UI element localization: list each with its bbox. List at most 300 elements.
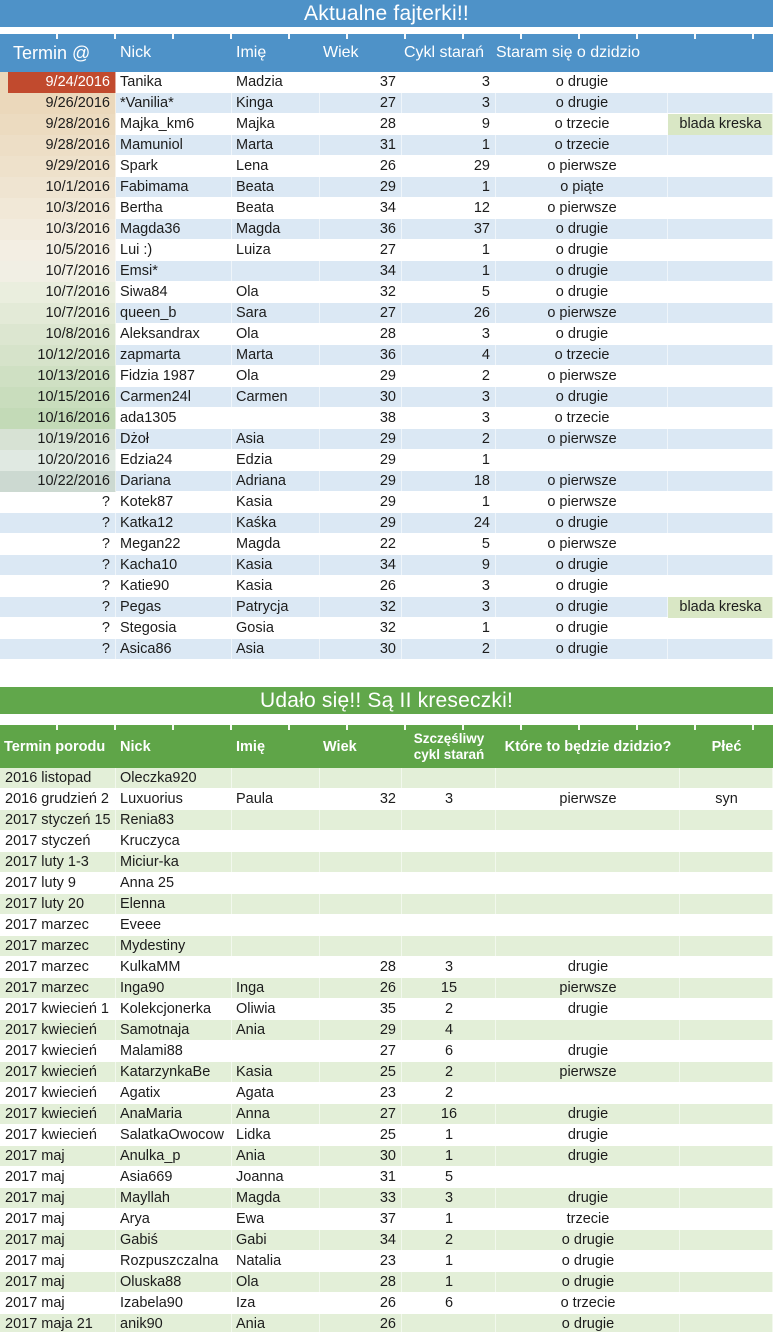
table2-header-imie[interactable]: Imię bbox=[236, 738, 266, 755]
cell-plec[interactable] bbox=[680, 1020, 773, 1041]
cell-wiek[interactable]: 31 bbox=[320, 135, 402, 156]
cell-nick[interactable]: Fidzia 1987 bbox=[116, 366, 232, 387]
cell-imie[interactable]: Magda bbox=[232, 219, 320, 240]
cell-dzidzio[interactable]: o drugie bbox=[496, 1230, 680, 1251]
cell-dzidzio[interactable]: o pierwsze bbox=[496, 471, 668, 492]
cell-wiek[interactable]: 23 bbox=[320, 1083, 402, 1104]
cell-imie[interactable]: Anna bbox=[232, 1104, 320, 1125]
cell-nick[interactable]: *Vanilia* bbox=[116, 93, 232, 114]
cell-imie[interactable]: Magda bbox=[232, 1188, 320, 1209]
cell-dzidzio[interactable]: o piąte bbox=[496, 177, 668, 198]
cell-imie[interactable]: Natalia bbox=[232, 1251, 320, 1272]
cell-imie[interactable]: Ania bbox=[232, 1146, 320, 1167]
cell-plec[interactable] bbox=[680, 936, 773, 957]
cell-termin[interactable]: 10/1/2016 bbox=[0, 177, 116, 198]
cell-wiek[interactable]: 30 bbox=[320, 1146, 402, 1167]
cell-termin[interactable]: 2017 maj bbox=[0, 1293, 116, 1314]
cell-cykl[interactable]: 24 bbox=[402, 513, 496, 534]
cell-dzidzio[interactable] bbox=[496, 810, 680, 831]
cell-cykl[interactable] bbox=[402, 915, 496, 936]
cell-dzidzio[interactable] bbox=[496, 873, 680, 894]
cell-cykl[interactable]: 2 bbox=[402, 1062, 496, 1083]
cell-imie[interactable]: Gosia bbox=[232, 618, 320, 639]
cell-plec[interactable] bbox=[680, 1251, 773, 1272]
cell-cykl[interactable]: 2 bbox=[402, 1083, 496, 1104]
cell-cykl[interactable]: 1 bbox=[402, 1209, 496, 1230]
cell-nick[interactable]: KatarzynkaBe bbox=[116, 1062, 232, 1083]
cell-termin[interactable]: 2017 styczeń bbox=[0, 831, 116, 852]
cell-wiek[interactable]: 26 bbox=[320, 1314, 402, 1332]
cell-nick[interactable]: queen_b bbox=[116, 303, 232, 324]
cell-wiek[interactable]: 34 bbox=[320, 1230, 402, 1251]
cell-dzidzio[interactable]: o trzecie bbox=[496, 135, 668, 156]
cell-imie[interactable]: Lena bbox=[232, 156, 320, 177]
cell-termin[interactable]: 2017 kwiecień bbox=[0, 1083, 116, 1104]
cell-cykl[interactable]: 1 bbox=[402, 177, 496, 198]
cell-wiek[interactable] bbox=[320, 831, 402, 852]
cell-termin[interactable]: 2017 marzec bbox=[0, 957, 116, 978]
cell-cykl[interactable]: 1 bbox=[402, 618, 496, 639]
cell-note[interactable] bbox=[668, 240, 773, 261]
cell-imie[interactable]: Ola bbox=[232, 1272, 320, 1293]
cell-nick[interactable]: Carmen24l bbox=[116, 387, 232, 408]
cell-cykl[interactable]: 5 bbox=[402, 282, 496, 303]
cell-dzidzio[interactable]: o drugie bbox=[496, 576, 668, 597]
cell-imie[interactable]: Sara bbox=[232, 303, 320, 324]
cell-imie[interactable]: Ania bbox=[232, 1314, 320, 1332]
cell-termin[interactable]: 10/8/2016 bbox=[0, 324, 116, 345]
cell-wiek[interactable]: 29 bbox=[320, 492, 402, 513]
cell-note[interactable] bbox=[668, 261, 773, 282]
cell-nick[interactable]: Pegas bbox=[116, 597, 232, 618]
cell-termin[interactable]: 2017 luty 1-3 bbox=[0, 852, 116, 873]
cell-termin[interactable]: ? bbox=[0, 513, 116, 534]
cell-nick[interactable]: Asica86 bbox=[116, 639, 232, 660]
cell-nick[interactable]: Miciur-ka bbox=[116, 852, 232, 873]
cell-cykl[interactable]: 18 bbox=[402, 471, 496, 492]
cell-note[interactable] bbox=[668, 471, 773, 492]
cell-imie[interactable] bbox=[232, 1041, 320, 1062]
cell-dzidzio[interactable]: o drugie bbox=[496, 282, 668, 303]
cell-nick[interactable]: Aleksandrax bbox=[116, 324, 232, 345]
table1-header-dzidzio[interactable]: Staram się o dzidzio bbox=[496, 44, 641, 61]
cell-dzidzio[interactable] bbox=[496, 768, 680, 789]
cell-termin[interactable]: 10/22/2016 bbox=[0, 471, 116, 492]
cell-termin[interactable]: 2017 maj bbox=[0, 1188, 116, 1209]
cell-wiek[interactable]: 29 bbox=[320, 429, 402, 450]
cell-dzidzio[interactable]: o drugie bbox=[496, 1251, 680, 1272]
cell-dzidzio[interactable]: pierwsze bbox=[496, 789, 680, 810]
cell-nick[interactable]: AnaMaria bbox=[116, 1104, 232, 1125]
cell-cykl[interactable]: 1 bbox=[402, 135, 496, 156]
cell-imie[interactable]: Adriana bbox=[232, 471, 320, 492]
cell-termin[interactable]: 2017 maja 21 bbox=[0, 1314, 116, 1332]
cell-nick[interactable]: Rozpuszczalna bbox=[116, 1251, 232, 1272]
cell-nick[interactable]: Mydestiny bbox=[116, 936, 232, 957]
cell-nick[interactable]: Samotnaja bbox=[116, 1020, 232, 1041]
cell-imie[interactable]: Kasia bbox=[232, 555, 320, 576]
cell-dzidzio[interactable]: o drugie bbox=[496, 261, 668, 282]
table2-header-dzidzio[interactable]: Które to będzie dzidzio? bbox=[504, 738, 672, 755]
cell-cykl[interactable]: 3 bbox=[402, 1188, 496, 1209]
cell-termin[interactable]: ? bbox=[0, 576, 116, 597]
cell-dzidzio[interactable] bbox=[496, 1020, 680, 1041]
cell-plec[interactable]: syn bbox=[680, 789, 773, 810]
cell-nick[interactable]: Asia669 bbox=[116, 1167, 232, 1188]
cell-cykl[interactable]: 3 bbox=[402, 93, 496, 114]
cell-dzidzio[interactable]: o drugie bbox=[496, 387, 668, 408]
cell-note[interactable] bbox=[668, 303, 773, 324]
cell-dzidzio[interactable]: o trzecie bbox=[496, 1293, 680, 1314]
cell-wiek[interactable]: 37 bbox=[320, 72, 402, 93]
cell-imie[interactable]: Kaśka bbox=[232, 513, 320, 534]
cell-wiek[interactable]: 26 bbox=[320, 1293, 402, 1314]
cell-imie[interactable]: Ania bbox=[232, 1020, 320, 1041]
cell-dzidzio[interactable] bbox=[496, 450, 668, 471]
cell-termin[interactable]: 2017 luty 20 bbox=[0, 894, 116, 915]
cell-dzidzio[interactable]: drugie bbox=[496, 1104, 680, 1125]
cell-cykl[interactable]: 1 bbox=[402, 240, 496, 261]
cell-wiek[interactable]: 29 bbox=[320, 513, 402, 534]
cell-imie[interactable]: Beata bbox=[232, 177, 320, 198]
cell-note[interactable] bbox=[668, 345, 773, 366]
cell-dzidzio[interactable] bbox=[496, 936, 680, 957]
cell-note[interactable] bbox=[668, 576, 773, 597]
cell-plec[interactable] bbox=[680, 1209, 773, 1230]
cell-nick[interactable]: zapmarta bbox=[116, 345, 232, 366]
cell-termin[interactable]: 10/15/2016 bbox=[0, 387, 116, 408]
cell-termin[interactable]: 2017 marzec bbox=[0, 915, 116, 936]
cell-wiek[interactable]: 27 bbox=[320, 303, 402, 324]
cell-nick[interactable]: Eveee bbox=[116, 915, 232, 936]
cell-termin[interactable]: ? bbox=[0, 555, 116, 576]
cell-wiek[interactable]: 34 bbox=[320, 261, 402, 282]
cell-termin[interactable]: 10/3/2016 bbox=[0, 198, 116, 219]
cell-nick[interactable]: Fabimama bbox=[116, 177, 232, 198]
cell-note[interactable] bbox=[668, 219, 773, 240]
cell-note[interactable] bbox=[668, 618, 773, 639]
cell-imie[interactable]: Lidka bbox=[232, 1125, 320, 1146]
cell-dzidzio[interactable]: pierwsze bbox=[496, 1062, 680, 1083]
cell-note[interactable] bbox=[668, 450, 773, 471]
cell-cykl[interactable]: 1 bbox=[402, 1272, 496, 1293]
cell-cykl[interactable]: 1 bbox=[402, 1251, 496, 1272]
cell-nick[interactable]: Anna 25 bbox=[116, 873, 232, 894]
table2-header-cykl[interactable]: Szczęśliwy cykl starań bbox=[413, 731, 485, 762]
cell-nick[interactable]: Majka_km6 bbox=[116, 114, 232, 135]
cell-cykl[interactable]: 1 bbox=[402, 1125, 496, 1146]
cell-dzidzio[interactable]: o pierwsze bbox=[496, 156, 668, 177]
cell-nick[interactable]: Elenna bbox=[116, 894, 232, 915]
cell-dzidzio[interactable]: trzecie bbox=[496, 1209, 680, 1230]
cell-cykl[interactable] bbox=[402, 873, 496, 894]
cell-termin[interactable]: 2017 kwiecień bbox=[0, 1041, 116, 1062]
cell-dzidzio[interactable]: o drugie bbox=[496, 240, 668, 261]
cell-wiek[interactable]: 27 bbox=[320, 240, 402, 261]
cell-termin[interactable]: ? bbox=[0, 492, 116, 513]
cell-cykl[interactable]: 2 bbox=[402, 1230, 496, 1251]
cell-imie[interactable]: Agata bbox=[232, 1083, 320, 1104]
table1-header-termin[interactable]: Termin @ bbox=[13, 42, 91, 63]
cell-imie[interactable]: Kinga bbox=[232, 93, 320, 114]
cell-dzidzio[interactable]: o drugie bbox=[496, 513, 668, 534]
cell-dzidzio[interactable]: o trzecie bbox=[496, 114, 668, 135]
cell-note[interactable] bbox=[668, 156, 773, 177]
cell-note[interactable] bbox=[668, 555, 773, 576]
cell-dzidzio[interactable]: o pierwsze bbox=[496, 303, 668, 324]
cell-cykl[interactable]: 3 bbox=[402, 72, 496, 93]
cell-imie[interactable]: Oliwia bbox=[232, 999, 320, 1020]
cell-nick[interactable]: Kruczyca bbox=[116, 831, 232, 852]
cell-plec[interactable] bbox=[680, 810, 773, 831]
cell-cykl[interactable] bbox=[402, 831, 496, 852]
cell-nick[interactable]: Bertha bbox=[116, 198, 232, 219]
cell-nick[interactable]: Edzia24 bbox=[116, 450, 232, 471]
cell-wiek[interactable]: 27 bbox=[320, 1104, 402, 1125]
cell-imie[interactable] bbox=[232, 768, 320, 789]
cell-wiek[interactable]: 38 bbox=[320, 408, 402, 429]
cell-imie[interactable]: Ewa bbox=[232, 1209, 320, 1230]
cell-nick[interactable]: Katie90 bbox=[116, 576, 232, 597]
cell-imie[interactable] bbox=[232, 894, 320, 915]
cell-termin[interactable]: 2017 maj bbox=[0, 1209, 116, 1230]
cell-termin[interactable]: 2017 kwiecień bbox=[0, 1104, 116, 1125]
cell-plec[interactable] bbox=[680, 1188, 773, 1209]
cell-nick[interactable]: Anulka_p bbox=[116, 1146, 232, 1167]
cell-cykl[interactable]: 1 bbox=[402, 1146, 496, 1167]
cell-cykl[interactable]: 4 bbox=[402, 345, 496, 366]
cell-cykl[interactable]: 5 bbox=[402, 1167, 496, 1188]
cell-nick[interactable]: ada1305 bbox=[116, 408, 232, 429]
cell-wiek[interactable]: 28 bbox=[320, 1272, 402, 1293]
cell-cykl[interactable]: 12 bbox=[402, 198, 496, 219]
cell-nick[interactable]: KulkaMM bbox=[116, 957, 232, 978]
cell-nick[interactable]: Kolekcjonerka bbox=[116, 999, 232, 1020]
cell-imie[interactable] bbox=[232, 915, 320, 936]
cell-cykl[interactable]: 16 bbox=[402, 1104, 496, 1125]
cell-plec[interactable] bbox=[680, 1041, 773, 1062]
cell-plec[interactable] bbox=[680, 768, 773, 789]
cell-wiek[interactable]: 34 bbox=[320, 198, 402, 219]
cell-dzidzio[interactable]: drugie bbox=[496, 1188, 680, 1209]
cell-imie[interactable]: Iza bbox=[232, 1293, 320, 1314]
cell-termin[interactable]: 10/12/2016 bbox=[0, 345, 116, 366]
cell-dzidzio[interactable]: o drugie bbox=[496, 1272, 680, 1293]
cell-nick[interactable]: Izabela90 bbox=[116, 1293, 232, 1314]
cell-wiek[interactable]: 27 bbox=[320, 1041, 402, 1062]
cell-plec[interactable] bbox=[680, 831, 773, 852]
cell-cykl[interactable]: 2 bbox=[402, 429, 496, 450]
cell-dzidzio[interactable]: drugie bbox=[496, 1146, 680, 1167]
cell-nick[interactable]: Lui :) bbox=[116, 240, 232, 261]
cell-note[interactable] bbox=[668, 534, 773, 555]
cell-imie[interactable]: Gabi bbox=[232, 1230, 320, 1251]
cell-cykl[interactable]: 2 bbox=[402, 639, 496, 660]
cell-imie[interactable]: Kasia bbox=[232, 576, 320, 597]
cell-imie[interactable] bbox=[232, 936, 320, 957]
cell-termin[interactable]: 9/28/2016 bbox=[0, 135, 116, 156]
cell-nick[interactable]: Mamuniol bbox=[116, 135, 232, 156]
cell-plec[interactable] bbox=[680, 1146, 773, 1167]
cell-plec[interactable] bbox=[680, 1230, 773, 1251]
cell-termin[interactable]: 2017 maj bbox=[0, 1167, 116, 1188]
cell-cykl[interactable] bbox=[402, 1314, 496, 1332]
cell-termin[interactable]: 2017 kwiecień bbox=[0, 1062, 116, 1083]
cell-nick[interactable]: Siwa84 bbox=[116, 282, 232, 303]
cell-wiek[interactable]: 28 bbox=[320, 114, 402, 135]
cell-wiek[interactable]: 32 bbox=[320, 618, 402, 639]
cell-dzidzio[interactable] bbox=[496, 894, 680, 915]
cell-dzidzio[interactable] bbox=[496, 1167, 680, 1188]
cell-cykl[interactable]: 3 bbox=[402, 789, 496, 810]
cell-termin[interactable]: 9/29/2016 bbox=[0, 156, 116, 177]
cell-nick[interactable]: SalatkaOwocow bbox=[116, 1125, 232, 1146]
cell-nick[interactable]: Luxuorius bbox=[116, 789, 232, 810]
cell-plec[interactable] bbox=[680, 915, 773, 936]
cell-imie[interactable]: Beata bbox=[232, 198, 320, 219]
cell-nick[interactable]: Inga90 bbox=[116, 978, 232, 999]
cell-dzidzio[interactable]: o drugie bbox=[496, 555, 668, 576]
cell-wiek[interactable]: 26 bbox=[320, 156, 402, 177]
cell-nick[interactable]: Agatix bbox=[116, 1083, 232, 1104]
cell-dzidzio[interactable]: o drugie bbox=[496, 639, 668, 660]
cell-termin[interactable]: 2017 maj bbox=[0, 1230, 116, 1251]
cell-note[interactable] bbox=[668, 282, 773, 303]
cell-wiek[interactable] bbox=[320, 936, 402, 957]
cell-plec[interactable] bbox=[680, 1272, 773, 1293]
table1-header-imie[interactable]: Imię bbox=[236, 44, 267, 61]
cell-cykl[interactable]: 15 bbox=[402, 978, 496, 999]
cell-note[interactable] bbox=[668, 492, 773, 513]
cell-termin[interactable]: 10/20/2016 bbox=[0, 450, 116, 471]
cell-dzidzio[interactable]: o pierwsze bbox=[496, 534, 668, 555]
cell-imie[interactable]: Patrycja bbox=[232, 597, 320, 618]
cell-note[interactable] bbox=[668, 366, 773, 387]
cell-termin[interactable]: ? bbox=[0, 639, 116, 660]
cell-plec[interactable] bbox=[680, 999, 773, 1020]
cell-imie[interactable] bbox=[232, 810, 320, 831]
cell-imie[interactable]: Asia bbox=[232, 429, 320, 450]
cell-wiek[interactable]: 25 bbox=[320, 1125, 402, 1146]
table1-header-wiek[interactable]: Wiek bbox=[323, 44, 359, 61]
cell-wiek[interactable]: 30 bbox=[320, 387, 402, 408]
cell-termin[interactable]: 2017 kwiecień 1 bbox=[0, 999, 116, 1020]
cell-termin[interactable]: 10/7/2016 bbox=[0, 261, 116, 282]
cell-plec[interactable] bbox=[680, 852, 773, 873]
cell-dzidzio[interactable]: drugie bbox=[496, 1041, 680, 1062]
cell-termin[interactable]: 9/26/2016 bbox=[0, 93, 116, 114]
cell-nick[interactable]: Kacha10 bbox=[116, 555, 232, 576]
cell-nick[interactable]: Stegosia bbox=[116, 618, 232, 639]
cell-termin[interactable]: 9/28/2016 bbox=[0, 114, 116, 135]
cell-imie[interactable]: Edzia bbox=[232, 450, 320, 471]
cell-wiek[interactable]: 27 bbox=[320, 93, 402, 114]
cell-wiek[interactable]: 35 bbox=[320, 999, 402, 1020]
cell-cykl[interactable] bbox=[402, 810, 496, 831]
cell-note[interactable] bbox=[668, 135, 773, 156]
cell-dzidzio[interactable]: drugie bbox=[496, 957, 680, 978]
cell-wiek[interactable]: 33 bbox=[320, 1188, 402, 1209]
cell-nick[interactable]: Arya bbox=[116, 1209, 232, 1230]
cell-imie[interactable]: Inga bbox=[232, 978, 320, 999]
cell-termin[interactable]: 2017 maj bbox=[0, 1251, 116, 1272]
cell-note[interactable] bbox=[668, 93, 773, 114]
cell-note[interactable] bbox=[668, 177, 773, 198]
cell-wiek[interactable]: 36 bbox=[320, 219, 402, 240]
cell-nick[interactable]: Dariana bbox=[116, 471, 232, 492]
cell-imie[interactable]: Ola bbox=[232, 324, 320, 345]
cell-termin[interactable]: 2016 grudzień 2 bbox=[0, 789, 116, 810]
cell-wiek[interactable]: 25 bbox=[320, 1062, 402, 1083]
cell-cykl[interactable]: 1 bbox=[402, 492, 496, 513]
cell-plec[interactable] bbox=[680, 894, 773, 915]
cell-dzidzio[interactable]: o trzecie bbox=[496, 345, 668, 366]
cell-cykl[interactable]: 26 bbox=[402, 303, 496, 324]
cell-wiek[interactable] bbox=[320, 852, 402, 873]
cell-imie[interactable]: Majka bbox=[232, 114, 320, 135]
cell-wiek[interactable] bbox=[320, 894, 402, 915]
cell-dzidzio[interactable]: o drugie bbox=[496, 1314, 680, 1332]
cell-plec[interactable] bbox=[680, 1314, 773, 1332]
cell-imie[interactable] bbox=[232, 261, 320, 282]
cell-dzidzio[interactable]: pierwsze bbox=[496, 978, 680, 999]
cell-wiek[interactable] bbox=[320, 810, 402, 831]
cell-nick[interactable]: Spark bbox=[116, 156, 232, 177]
cell-cykl[interactable]: 3 bbox=[402, 957, 496, 978]
cell-nick[interactable]: Gabiś bbox=[116, 1230, 232, 1251]
cell-plec[interactable] bbox=[680, 978, 773, 999]
cell-termin[interactable]: 9/24/2016 bbox=[0, 72, 116, 93]
cell-imie[interactable] bbox=[232, 852, 320, 873]
table2-header-nick[interactable]: Nick bbox=[120, 738, 151, 755]
cell-note[interactable] bbox=[668, 324, 773, 345]
cell-nick[interactable]: Dżoł bbox=[116, 429, 232, 450]
cell-imie[interactable]: Kasia bbox=[232, 1062, 320, 1083]
cell-nick[interactable]: Magda36 bbox=[116, 219, 232, 240]
cell-cykl[interactable] bbox=[402, 936, 496, 957]
cell-cykl[interactable] bbox=[402, 894, 496, 915]
cell-plec[interactable] bbox=[680, 1062, 773, 1083]
cell-cykl[interactable]: 5 bbox=[402, 534, 496, 555]
cell-nick[interactable]: Malami88 bbox=[116, 1041, 232, 1062]
table1-header-note[interactable] bbox=[668, 34, 773, 72]
cell-termin[interactable]: 2017 maj bbox=[0, 1272, 116, 1293]
cell-wiek[interactable]: 26 bbox=[320, 978, 402, 999]
cell-wiek[interactable]: 28 bbox=[320, 957, 402, 978]
cell-dzidzio[interactable]: o pierwsze bbox=[496, 492, 668, 513]
cell-wiek[interactable] bbox=[320, 768, 402, 789]
cell-dzidzio[interactable] bbox=[496, 1083, 680, 1104]
cell-wiek[interactable] bbox=[320, 873, 402, 894]
cell-note[interactable] bbox=[668, 72, 773, 93]
cell-nick[interactable]: Oluska88 bbox=[116, 1272, 232, 1293]
cell-wiek[interactable]: 36 bbox=[320, 345, 402, 366]
cell-dzidzio[interactable]: o drugie bbox=[496, 93, 668, 114]
cell-wiek[interactable]: 26 bbox=[320, 576, 402, 597]
cell-imie[interactable]: Marta bbox=[232, 345, 320, 366]
cell-wiek[interactable]: 32 bbox=[320, 789, 402, 810]
cell-plec[interactable] bbox=[680, 1167, 773, 1188]
cell-termin[interactable]: 2017 luty 9 bbox=[0, 873, 116, 894]
cell-dzidzio[interactable] bbox=[496, 915, 680, 936]
cell-note[interactable] bbox=[668, 387, 773, 408]
cell-termin[interactable]: 2016 listopad bbox=[0, 768, 116, 789]
cell-note[interactable] bbox=[668, 198, 773, 219]
cell-plec[interactable] bbox=[680, 1104, 773, 1125]
cell-nick[interactable]: Megan22 bbox=[116, 534, 232, 555]
cell-cykl[interactable]: 6 bbox=[402, 1293, 496, 1314]
cell-nick[interactable]: Katka12 bbox=[116, 513, 232, 534]
